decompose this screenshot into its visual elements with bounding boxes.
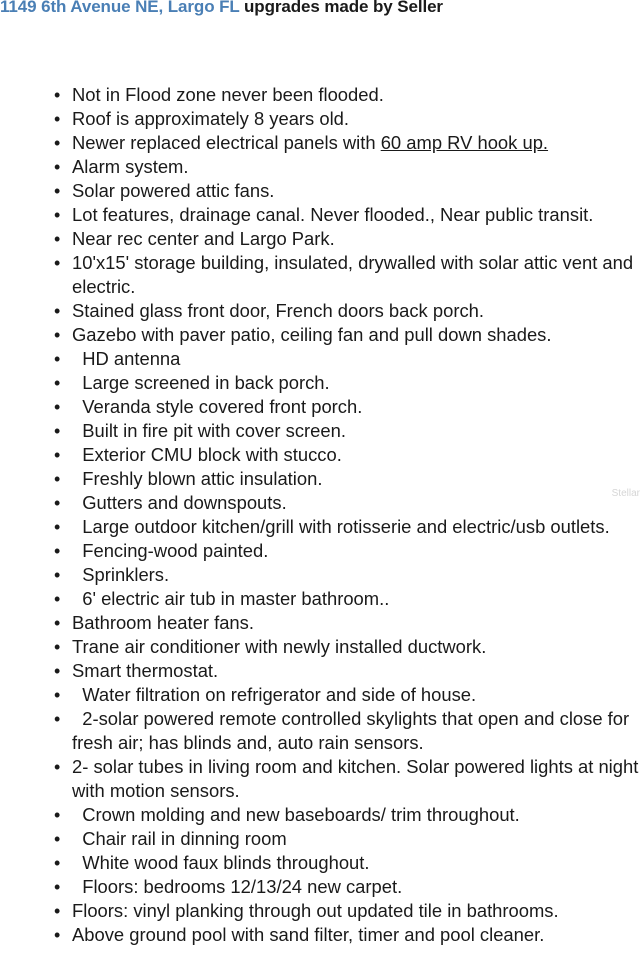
list-item bbox=[0, 299, 640, 323]
list-item-text: Chair rail in dinning room bbox=[72, 828, 287, 849]
bullet-icon: • bbox=[54, 229, 61, 249]
bullet-icon: • bbox=[54, 805, 61, 825]
list-item bbox=[0, 899, 640, 923]
list-item bbox=[0, 923, 640, 947]
bullet-icon: • bbox=[54, 685, 61, 705]
list-item bbox=[0, 179, 640, 203]
list-item bbox=[0, 851, 640, 875]
bullet-icon: • bbox=[54, 445, 61, 465]
list-item-text: Sprinklers. bbox=[72, 564, 170, 585]
list-item bbox=[0, 539, 640, 563]
list-item bbox=[0, 323, 640, 347]
bullet-icon: • bbox=[54, 157, 61, 177]
list-item bbox=[0, 443, 640, 467]
list-item-text: Large screened in back porch. bbox=[72, 372, 330, 393]
bullet-icon: • bbox=[54, 469, 61, 489]
bullet-icon: • bbox=[54, 901, 61, 921]
list-item-text: Roof is approximately 8 years old. bbox=[72, 108, 350, 129]
list-item-text: Water filtration on refrigerator and side of house. bbox=[72, 684, 477, 705]
list-item-text: Solar powered attic fans. bbox=[72, 180, 275, 201]
bullet-icon: • bbox=[54, 709, 61, 729]
bullet-icon: • bbox=[54, 133, 61, 153]
bullet-icon: • bbox=[54, 397, 61, 417]
list-item-text: Lot features, drainage canal. Never flooded., Near public transit. bbox=[72, 204, 594, 225]
list-item bbox=[0, 131, 640, 155]
list-item bbox=[0, 707, 640, 755]
list-item-text: Bathroom heater fans. bbox=[72, 612, 254, 633]
list-item bbox=[0, 875, 640, 899]
bullet-icon: • bbox=[54, 349, 61, 369]
list-item-text: Exterior CMU block with stucco. bbox=[72, 444, 342, 465]
bullet-icon: • bbox=[54, 613, 61, 633]
list-item bbox=[0, 251, 640, 299]
list-item-text: White wood faux blinds throughout. bbox=[72, 852, 370, 873]
list-item bbox=[0, 683, 640, 707]
rv-hookup-link[interactable]: 60 amp RV hook up. bbox=[380, 132, 549, 153]
list-item bbox=[0, 395, 640, 419]
bullet-icon: • bbox=[54, 637, 61, 657]
list-item bbox=[0, 587, 640, 611]
title-suffix: upgrades made by Seller bbox=[239, 0, 443, 16]
list-item-text: Above ground pool with sand filter, timer and pool cleaner. bbox=[72, 924, 545, 945]
list-item-text: Alarm system. bbox=[72, 156, 189, 177]
bullet-icon: • bbox=[54, 541, 61, 561]
list-item-text: Freshly blown attic insulation. bbox=[72, 468, 323, 489]
bullet-icon: • bbox=[54, 325, 61, 345]
bullet-icon: • bbox=[54, 565, 61, 585]
bullet-icon: • bbox=[54, 421, 61, 441]
list-item bbox=[0, 419, 640, 443]
bullet-icon: • bbox=[54, 661, 61, 681]
watermark: Stellar bbox=[611, 488, 640, 499]
page-title bbox=[0, 0, 443, 17]
list-item-text: Trane air conditioner with newly installed ductwork. bbox=[72, 636, 487, 657]
list-item bbox=[0, 803, 640, 827]
list-item bbox=[0, 227, 640, 251]
list-item bbox=[0, 467, 640, 491]
bullet-icon: • bbox=[54, 925, 61, 945]
list-item-text: Veranda style covered front porch. bbox=[72, 396, 363, 417]
list-item-text: 2-solar powered remote controlled skylights that open and close for fresh air; has blinds and, auto rain sensors. bbox=[72, 708, 635, 753]
bullet-icon: • bbox=[54, 589, 61, 609]
list-item-text: Floors: vinyl planking through out updated tile in bathrooms. bbox=[72, 900, 559, 921]
list-item bbox=[0, 155, 640, 179]
list-item-text: Large outdoor kitchen/grill with rotisserie and electric/usb outlets. bbox=[72, 516, 610, 537]
list-item-text: Stained glass front door, French doors back porch. bbox=[72, 300, 484, 321]
list-item-text: 6' electric air tub in master bathroom.. bbox=[72, 588, 390, 609]
list-item-text: HD antenna bbox=[72, 348, 181, 369]
list-item bbox=[0, 371, 640, 395]
list-item bbox=[0, 203, 640, 227]
property-address: 1149 6th Avenue NE, Largo FL bbox=[0, 0, 240, 16]
bullet-icon: • bbox=[54, 829, 61, 849]
bullet-icon: • bbox=[54, 205, 61, 225]
bullet-icon: • bbox=[54, 877, 61, 897]
bullet-icon: • bbox=[54, 253, 61, 273]
bullet-icon: • bbox=[54, 853, 61, 873]
list-item-text: Floors: bedrooms 12/13/24 new carpet. bbox=[72, 876, 403, 897]
bullet-icon: • bbox=[54, 517, 61, 537]
bullet-icon: • bbox=[54, 109, 61, 129]
bullet-icon: • bbox=[54, 85, 61, 105]
list-item-text: Built in fire pit with cover screen. bbox=[72, 420, 346, 441]
list-item bbox=[0, 83, 640, 107]
list-item-text: Not in Flood zone never been flooded. bbox=[72, 84, 384, 105]
list-item bbox=[0, 827, 640, 851]
list-item-text: Smart thermostat. bbox=[72, 660, 219, 681]
list-item bbox=[0, 659, 640, 683]
list-item-text: Gazebo with paver patio, ceiling fan and pull down shades. bbox=[72, 324, 552, 345]
bullet-icon: • bbox=[54, 181, 61, 201]
list-item bbox=[0, 491, 640, 515]
list-item bbox=[0, 611, 640, 635]
list-item-text: Near rec center and Largo Park. bbox=[72, 228, 335, 249]
list-item-text: Newer replaced electrical panels with bbox=[72, 132, 381, 153]
list-item bbox=[0, 347, 640, 371]
list-item bbox=[0, 107, 640, 131]
bullet-icon: • bbox=[54, 757, 61, 777]
bullet-icon: • bbox=[54, 373, 61, 393]
list-item bbox=[0, 563, 640, 587]
list-item-text: 2- solar tubes in living room and kitchen. Solar powered lights at night with motion sensors. bbox=[72, 756, 639, 801]
bullet-icon: • bbox=[54, 493, 61, 513]
list-item-text: 10'x15' storage building, insulated, drywalled with solar attic vent and electric. bbox=[72, 252, 639, 297]
list-item bbox=[0, 755, 640, 803]
list-item-text: Fencing-wood painted. bbox=[72, 540, 269, 561]
bullet-icon: • bbox=[54, 301, 61, 321]
list-item-text: Crown molding and new baseboards/ trim throughout. bbox=[72, 804, 520, 825]
list-item bbox=[0, 635, 640, 659]
features-list bbox=[0, 83, 640, 947]
list-item-text: Gutters and downspouts. bbox=[72, 492, 287, 513]
list-item bbox=[0, 515, 640, 539]
